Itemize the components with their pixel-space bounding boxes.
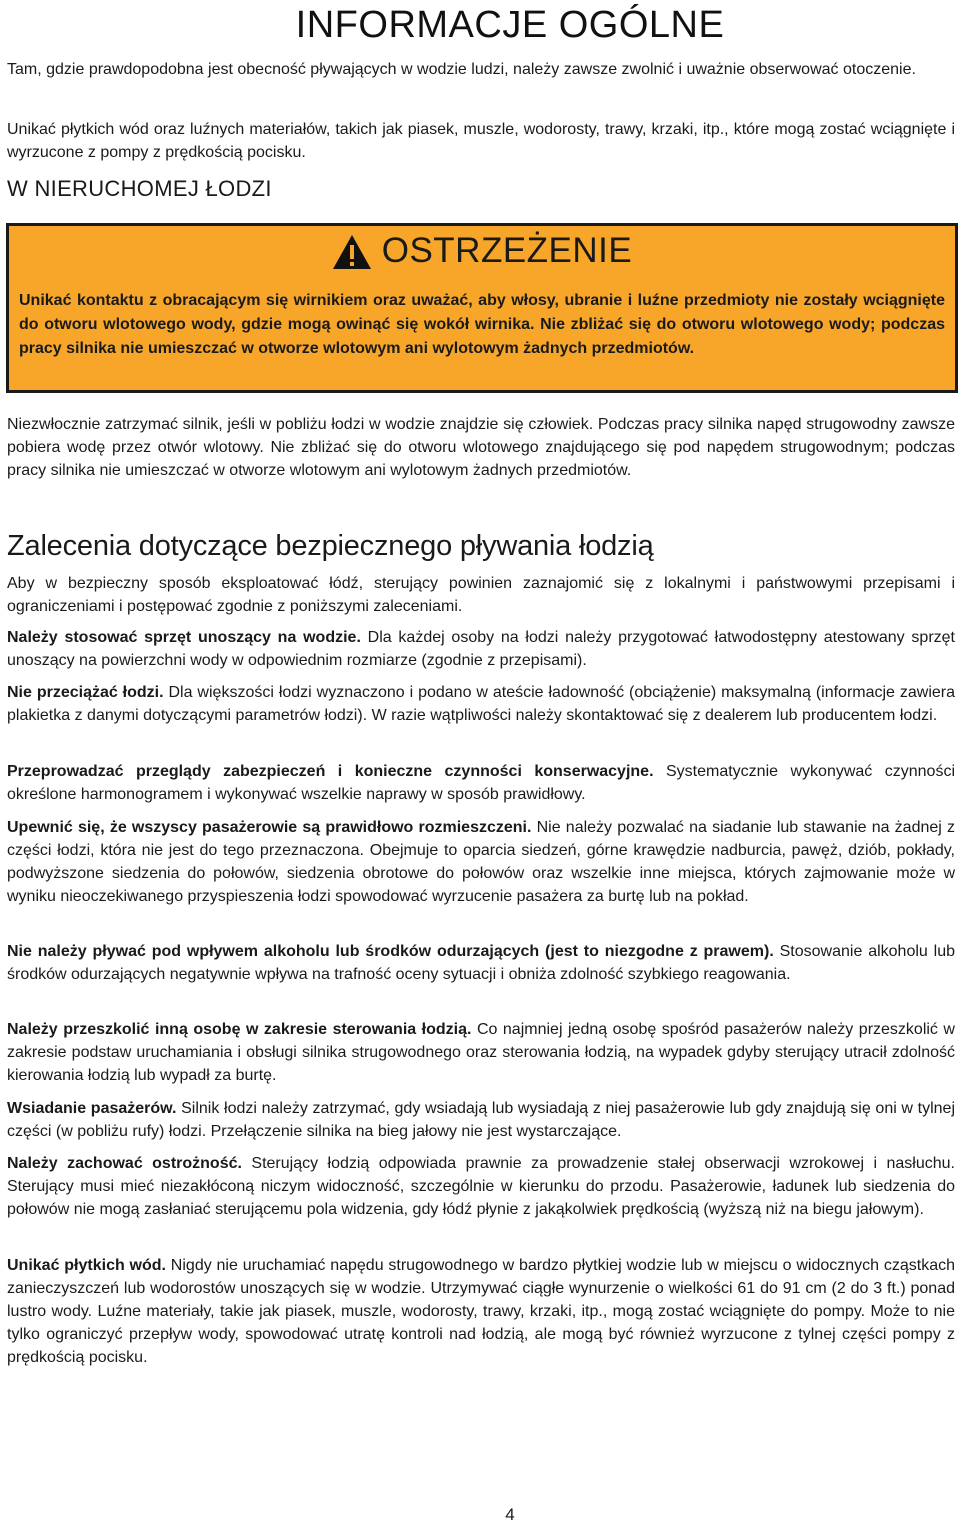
safety-item [7,816,955,908]
safety-item-text: Dla każdej osoby na łodzi należy przygotować łatwodostępny atestowany sprzęt unoszący na powierzchni wody w odpowiednim rozmiarze (zgodnie z przepisami). [7,629,955,669]
safety-item [7,1097,955,1143]
safety-heading: Zalecenia dotyczące bezpiecznego pływania łodzią [7,530,654,562]
safety-item-lead: Przeprowadzać przeglądy zabezpieczeń i konieczne czynności konserwacyjne. [7,763,654,780]
safety-intro: Aby w bezpieczny sposób eksploatować łódź, sterujący powinien zaznajomić się z lokalnymi i państwowymi przepisami i ograniczeniami i postępować zgodnie z poniższymi zaleceniami. [7,575,955,615]
safety-item-lead: Nie należy pływać pod wpływem alkoholu lub środków odurzających (jest to niezgodne z prawem). [7,943,774,960]
safety-item-lead: Należy zachować ostrożność. [7,1155,242,1172]
safety-item-lead: Upewnić się, że wszyscy pasażerowie są prawidłowo rozmieszczeni. [7,819,532,836]
safety-item-lead: Wsiadanie pasażerów. [7,1100,177,1117]
intro-paragraph-2: Unikać płytkich wód oraz luźnych materiałów, takich jak piasek, muszle, wodorosty, trawy, krzaki, itp., które mogą zostać wciągnięte i wyrzucone z pompy z prędkością pocisku. [7,121,955,161]
intro-paragraph-1: Tam, gdzie prawdopodobna jest obecność pływających w wodzie ludzi, należy zawsze zwolnić i uważnie obserwować otoczenie. [7,61,916,78]
safety-item-lead: Unikać płytkich wód. [7,1257,166,1274]
safety-item-text: Dla większości łodzi wyznaczono i podano w ateście ładowność (obciążenie) maksymalną (informacje zawiera plakietka z danymi dotyczącymi parametrów łodzi). W razie wątpliwości należy skontaktować się z dealerem lub producentem łodzi. [7,684,956,724]
safety-item-text: Stosowanie alkoholu lub środków odurzających negatywnie wpływa na trafność oceny sytuacji i obniża zdolność szybkiego reagowania. [7,943,955,983]
safety-item-text: Nie należy pozwalać na siadanie lub stawanie na żadnej z części łodzi, która nie jest do tego przeznaczona. Obejmuje to oparcia siedzeń, górne krawędzie nadburcia, pawęż, dziób, pokłady, podwyższone siedzenia do połowów, siedzenia obrotowe do połowów oraz wszelkie inne miejsca, których zajmowanie może w wyniku nieoczekiwanego przyspieszenia łodzi spowodować wyrzucenie pasażera za burtę lub na pokład. [7,819,956,905]
warning-box [6,223,958,393]
warning-text: Unikać kontaktu z obracającym się wirnikiem oraz uważać, aby włosy, ubranie i luźne przedmioty nie zostały wciągnięte do otworu wlotowego wody, gdzie mogą owinąć się wokół wirnika. Nie zbliżać się do otworu wlotowego wody; podczas pracy silnika nie umieszczać w otworze wlotowym ani wylotowym żadnych przedmiotów. [19,292,945,357]
page-number: 4 [505,1505,515,1524]
safety-item [7,626,955,672]
page-title: INFORMACJE OGÓLNE [295,4,725,46]
safety-item [7,681,955,727]
safety-item-lead: Nie przeciążać łodzi. [7,684,164,701]
safety-item [7,1152,955,1221]
safety-item-text: Co najmniej jedną osobę spośród pasażerów należy przeszkolić w zakresie podstaw uruchamiania i obsługi silnika strugowodnego oraz sterowania łodzią, na wypadek gdyby sterujący utracił zdolność kierowania łodzią lub wypadł za burtę. [7,1021,955,1084]
safety-item-text: Sterujący łodzią odpowiada prawnie za prowadzenie stałej obserwacji wzrokowej i nasłuchu. Sterujący musi mieć niezakłóconą niczym widoczność, szczególnie w kierunku do przodu. Pasażerowie, ładunek lub siedzenia do połowów nie mogą zasłaniać sterującemu pola widzenia, gdy łódź płynie z jakąkolwiek prędkością (wyższą niż na biegu jałowym). [7,1155,955,1218]
safety-item-lead: Należy przeszkolić inną osobę w zakresie sterowania łodzią. [7,1021,472,1038]
section-heading: W NIERUCHOMEJ ŁODZI [7,176,272,201]
stop-engine-paragraph: Niezwłocznie zatrzymać silnik, jeśli w pobliżu łodzi w wodzie znajdzie się człowiek. Podczas pracy silnika napęd strugowodny zawsze pobiera wodę przez otwór wlotowy. Nie zbliżać się do otworu wlotowego znajdującego się pod napędem strugowodnym; podczas pracy silnika nie umieszczać w otworze wlotowym ani wylotowym żadnych przedmiotów. [7,416,955,479]
safety-item-text: Silnik łodzi należy zatrzymać, gdy wsiadają lub wysiadają z niej pasażerowie lub gdy znajdują się oni w tylnej części (w pobliżu rufy) łodzi. Przełączenie silnika na bieg jałowy nie jest wystarczające. [7,1100,956,1140]
safety-item [7,1254,955,1369]
warning-header [9,226,955,276]
safety-item [7,1018,955,1087]
safety-item-lead: Należy stosować sprzęt unoszący na wodzie. [7,629,361,646]
safety-item-text: Systematycznie wykonywać czynności określone harmonogramem i wykonywać wszelkie naprawy w sposób prawidłowy. [7,763,956,803]
safety-item [7,760,955,806]
warning-triangle-icon [332,234,372,270]
warning-title: OSTRZEŻENIE [381,231,633,270]
safety-item [7,940,955,986]
safety-item-text: Nigdy nie uruchamiać napędu strugowodnego w bardzo płytkiej wodzie lub w miejscu o widocznych cząstkach zanieczyszczeń lub wodorostów unoszących się w wodzie. Utrzymywać ciągłe wynurzenie o wielkości 61 do 91 cm (2 do 3 ft.) ponad lustro wody. Luźne materiały, takie jak piasek, muszle, wodorosty, trawy, krzaki, itp., mogą zostać wciągnięte do pompy. Może to nie tylko ograniczyć przepływ wody, spowodować utratę kontroli nad łodzią, ale mogą być również wyrzucone z tylnej części pompy z prędkością pocisku. [7,1257,956,1366]
